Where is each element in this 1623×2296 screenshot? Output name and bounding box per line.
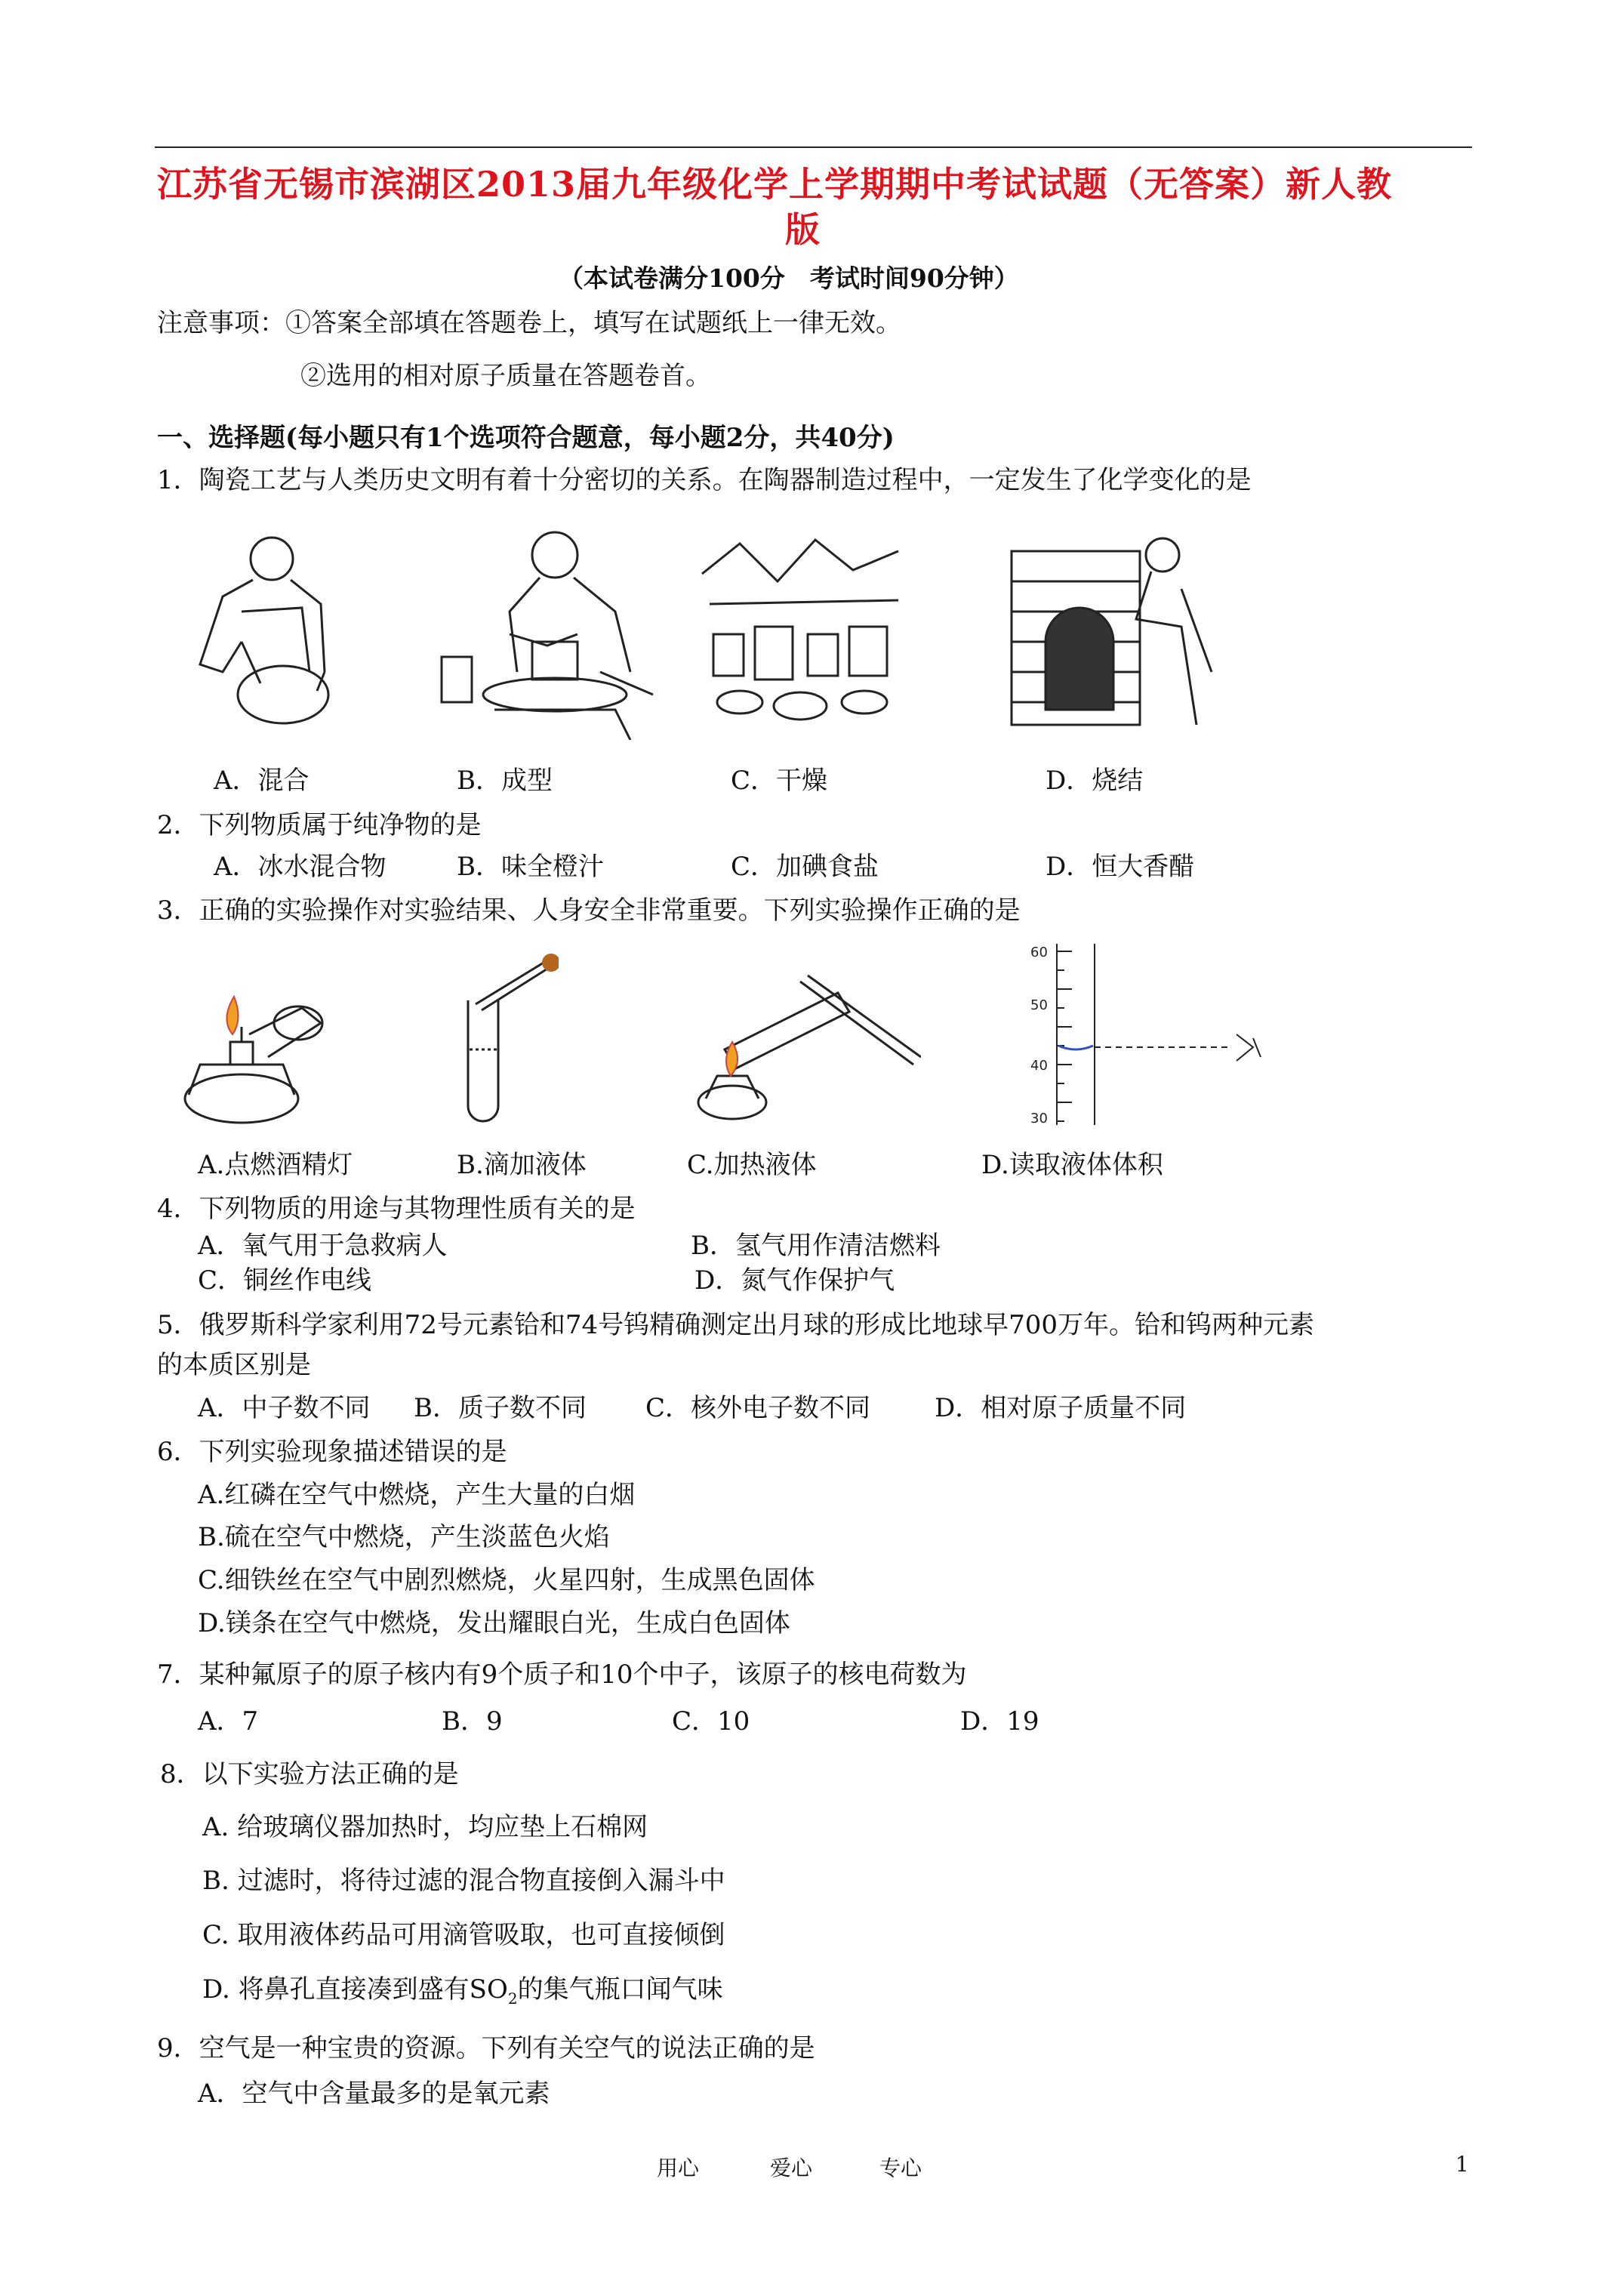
question-5-stem-line1: 5．俄罗斯科学家利用72号元素铪和74号钨精确测定出月球的形成比地球早700万年。铪和钨两种元素 <box>157 1310 1315 1340</box>
q4-option-b: B．氢气用作清洁燃料 <box>691 1231 941 1261</box>
q4-option-d: D．氮气作保护气 <box>694 1265 895 1296</box>
shaping-illustration <box>427 521 676 740</box>
sintering-illustration <box>1000 521 1227 740</box>
q3-option-c: C.加热液体 <box>687 1150 817 1180</box>
q7-option-b: B．9 <box>442 1706 503 1737</box>
q5-option-d: D．相对原子质量不同 <box>935 1393 1187 1423</box>
q7-option-a: A．7 <box>198 1706 259 1737</box>
q8-option-d-prefix: D. 将鼻孔直接凑到盛有SO <box>202 1974 508 2005</box>
question-5-stem-line2: 的本质区别是 <box>157 1350 311 1380</box>
q2-option-b: B．味全橙汁 <box>457 852 604 882</box>
q8-option-a: A. 给玻璃仪器加热时，均应垫上石棉网 <box>202 1812 648 1842</box>
q6-option-b: B.硫在空气中燃烧，产生淡蓝色火焰 <box>198 1522 610 1552</box>
q7-option-c: C．10 <box>672 1706 750 1737</box>
q5-option-b: B．质子数不同 <box>414 1393 587 1423</box>
q2-option-d: D．恒大香醋 <box>1046 852 1195 882</box>
graduated-cylinder-illustration <box>1027 940 1276 1129</box>
question-4-stem: 4．下列物质的用途与其物理性质有关的是 <box>157 1194 636 1224</box>
q2-option-c: C．加碘食盐 <box>731 852 879 882</box>
q1-option-d: D．烧结 <box>1046 766 1144 796</box>
q1-option-a: A．混合 <box>214 766 310 796</box>
question-7-stem: 7．某种氟原子的原子核内有9个质子和10个中子，该原子的核电荷数为 <box>157 1660 967 1690</box>
footer-motto-3: 专心 <box>879 2156 922 2180</box>
q1-option-c: C．干燥 <box>731 766 828 796</box>
cylinder-tick-40: 40 <box>1030 1058 1048 1074</box>
q9-option-a: A．空气中含量最多的是氧元素 <box>198 2079 550 2109</box>
q8-option-b: B. 过滤时，将待过滤的混合物直接倒入漏斗中 <box>202 1866 725 1896</box>
footer-motto-1: 用心 <box>657 2156 700 2180</box>
cylinder-tick-30: 30 <box>1030 1111 1048 1126</box>
question-2-stem: 2．下列物质属于纯净物的是 <box>157 810 482 840</box>
dropper-test-tube-illustration <box>445 944 559 1125</box>
note-1: 注意事项：①答案全部填在答题卷上，填写在试题纸上一律无效。 <box>157 308 901 338</box>
q8-option-d <box>202 1968 723 2008</box>
question-3-stem: 3．正确的实验操作对实验结果、人身安全非常重要。下列实验操作正确的是 <box>157 895 1021 926</box>
question-6-stem: 6．下列实验现象描述错误的是 <box>157 1437 507 1467</box>
cylinder-tick-60: 60 <box>1030 945 1048 960</box>
alcohol-lamp-lighting-illustration <box>174 982 340 1133</box>
q3-option-a: A.点燃酒精灯 <box>198 1150 353 1180</box>
q1-option-b: B．成型 <box>457 766 553 796</box>
page-title-continued: 版 <box>785 209 821 250</box>
question-1-stem: 1．陶瓷工艺与人类历史文明有着十分密切的关系。在陶器制造过程中，一定发生了化学变化的是 <box>157 465 1252 495</box>
exam-subtitle: （本试卷满分100分 考试时间90分钟） <box>559 264 1019 293</box>
drying-illustration <box>694 529 913 740</box>
section-title: 一、选择题(每小题只有1个选项符合题意，每小题2分，共40分) <box>157 423 895 453</box>
heating-liquid-illustration <box>687 951 921 1125</box>
q5-option-a: A．中子数不同 <box>198 1393 371 1423</box>
page-number: 1 <box>1455 2152 1469 2177</box>
cylinder-tick-50: 50 <box>1030 997 1048 1013</box>
q7-option-d: D．19 <box>960 1706 1039 1737</box>
question-8-stem: 8．以下实验方法正确的是 <box>160 1759 459 1789</box>
q4-option-a: A．氧气用于急救病人 <box>198 1231 448 1261</box>
q4-option-c: C．铜丝作电线 <box>198 1265 372 1296</box>
header-rule <box>155 146 1472 148</box>
q8-option-d-suffix: 的集气瓶口闻气味 <box>517 1974 723 2005</box>
q6-option-c: C.细铁丝在空气中剧烈燃烧，火星四射，生成黑色固体 <box>198 1565 815 1595</box>
q3-option-d: D.读取液体体积 <box>981 1150 1163 1180</box>
q3-option-b: B.滴加液体 <box>457 1150 587 1180</box>
q6-option-a: A.红磷在空气中燃烧，产生大量的白烟 <box>198 1480 636 1510</box>
q5-option-c: C．核外电子数不同 <box>645 1393 871 1423</box>
page-title: 江苏省无锡市滨湖区2013届九年级化学上学期期中考试试题（无答案）新人教 <box>157 164 1393 205</box>
footer-motto-2: 爱心 <box>770 2156 813 2180</box>
q8-option-c: C. 取用液体药品可用滴管吸取，也可直接倾倒 <box>202 1920 725 1950</box>
q2-option-a: A．冰水混合物 <box>214 852 387 882</box>
note-2: ②选用的相对原子质量在答题卷首。 <box>300 361 711 391</box>
question-9-stem: 9．空气是一种宝贵的资源。下列有关空气的说法正确的是 <box>157 2033 815 2063</box>
mixing-illustration <box>170 521 374 732</box>
q6-option-d: D.镁条在空气中燃烧，发出耀眼白光，生成白色固体 <box>198 1608 790 1638</box>
q8-option-d-subscript: 2 <box>507 1989 518 2008</box>
